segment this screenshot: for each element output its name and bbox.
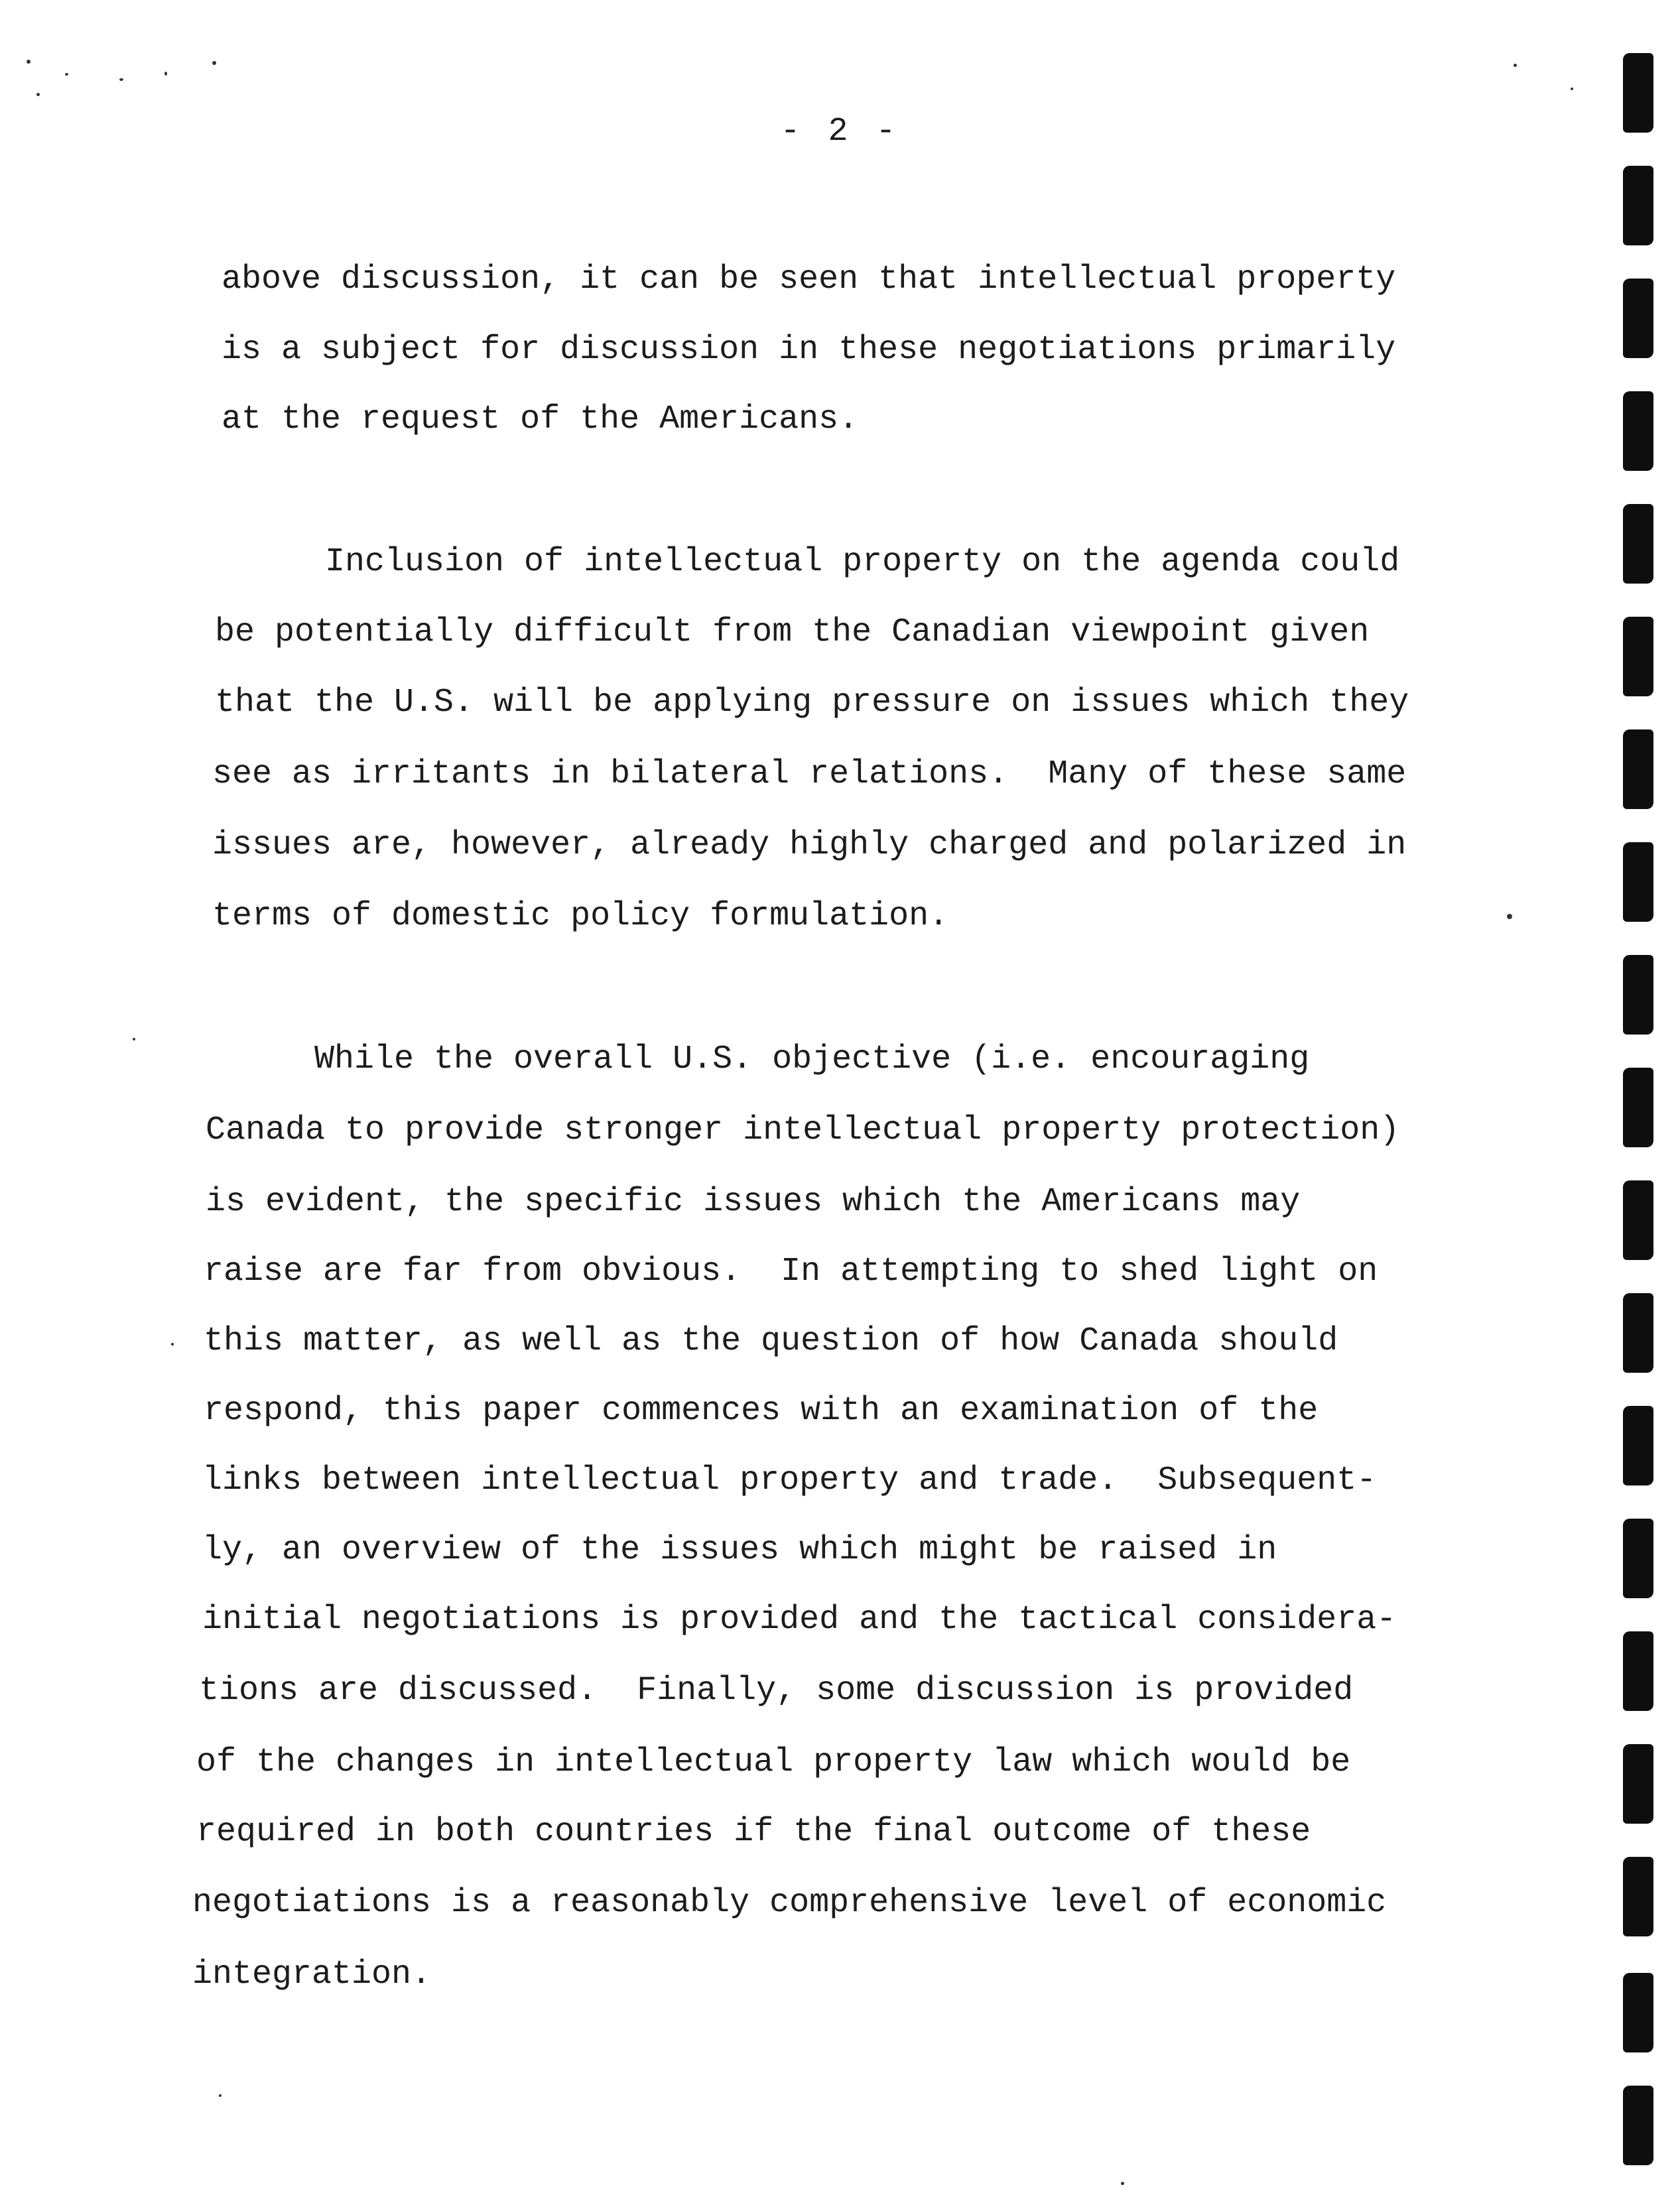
binding-hole [1623, 1519, 1653, 1598]
speck [27, 60, 31, 64]
text-line: at the request of the Americans. [222, 401, 859, 438]
text-line: integration. [192, 1956, 432, 1993]
speck [171, 1343, 174, 1346]
text-line: respond, this paper commences with an examination of the [204, 1392, 1319, 1430]
speck [133, 1038, 135, 1040]
text-line: that the U.S. will be applying pressure on issues which they [215, 684, 1409, 722]
text-line: negotiations is a reasonably comprehensive level of economic [192, 1884, 1387, 1922]
text-line: tions are discussed. Finally, some discussion is provided [199, 1672, 1354, 1710]
speck [1121, 2182, 1124, 2185]
speck [164, 72, 167, 76]
speck [1507, 914, 1512, 919]
speck [1571, 88, 1573, 90]
speck [1514, 64, 1517, 67]
binding-hole [1623, 729, 1653, 809]
binding-hole [1623, 1406, 1653, 1485]
text-line: terms of domestic policy formulation. [212, 897, 949, 935]
binding-hole [1623, 955, 1653, 1035]
binding-hole [1623, 166, 1653, 245]
binding-hole [1623, 1293, 1653, 1373]
binding-hole [1623, 1180, 1653, 1260]
text-line: of the changes in intellectual property law which would be [196, 1743, 1351, 1781]
speck [65, 73, 68, 76]
binding-hole [1623, 1744, 1653, 1824]
binding-hole [1623, 842, 1653, 922]
binding-hole [1623, 504, 1653, 584]
text-line: required in both countries if the final outcome of these [196, 1813, 1311, 1851]
speck [36, 93, 40, 96]
text-line: links between intellectual property and trade. Subsequent- [202, 1462, 1377, 1499]
text-line: is a subject for discussion in these negotiations primarily [222, 331, 1396, 369]
text-line: is evident, the specific issues which the Americans may [206, 1183, 1301, 1221]
binding-hole [1623, 2086, 1653, 2165]
binding-hole [1623, 53, 1653, 133]
text-line: be potentially difficult from the Canadian viewpoint given [215, 613, 1370, 651]
text-line: this matter, as well as the question of how Canada should [204, 1322, 1338, 1360]
text-line: see as irritants in bilateral relations. Many of these same [212, 755, 1407, 793]
text-line: Inclusion of intellectual property on the agenda could [325, 543, 1400, 581]
binding-hole [1623, 1068, 1653, 1147]
text-line: ly, an overview of the issues which might be raised in [202, 1531, 1277, 1569]
page-number: - 2 - [780, 113, 900, 151]
speck [219, 2094, 222, 2097]
text-line: While the overall U.S. objective (i.e. encouraging [314, 1040, 1310, 1078]
text-line: raise are far from obvious. In attempting to shed light on [204, 1253, 1378, 1291]
binding-hole [1623, 1631, 1653, 1711]
text-line: above discussion, it can be seen that intellectual property [222, 261, 1396, 298]
binding-hole [1623, 1857, 1653, 1936]
speck [212, 61, 216, 65]
speck [119, 78, 123, 81]
binding-hole [1623, 279, 1653, 358]
binding-hole [1623, 1973, 1653, 2052]
text-line: Canada to provide stronger intellectual property protection) [206, 1111, 1400, 1149]
binding-hole [1623, 617, 1653, 696]
text-line: initial negotiations is provided and the tactical considera- [202, 1601, 1397, 1639]
binding-hole [1623, 391, 1653, 471]
text-line: issues are, however, already highly charged and polarized in [212, 826, 1407, 864]
